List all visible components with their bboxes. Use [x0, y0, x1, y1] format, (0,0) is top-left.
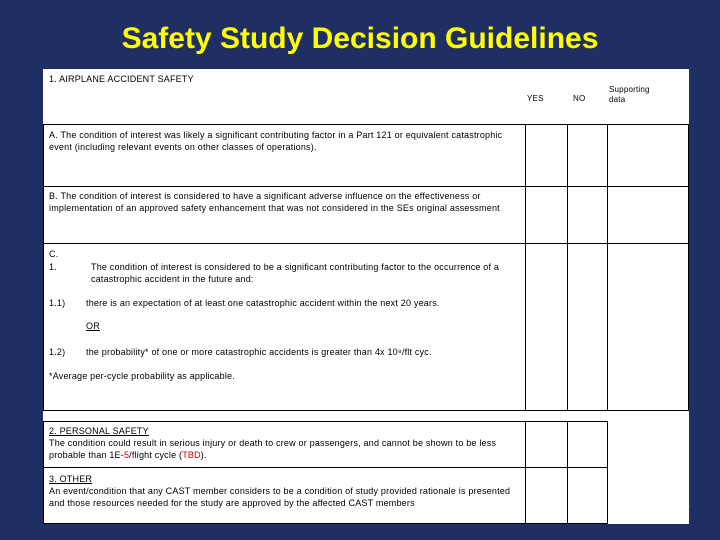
criterion-c-no-cell[interactable] [567, 243, 608, 411]
section3-yes-cell[interactable] [525, 467, 568, 524]
criterion-c-yes-cell[interactable] [525, 243, 568, 411]
other-cell [43, 467, 526, 524]
decision-table [43, 69, 689, 524]
criterion-b-supporting-cell[interactable] [607, 186, 689, 244]
slide-title: Safety Study Decision Guidelines [121, 22, 599, 55]
criterion-c1-label: 1. [49, 262, 57, 272]
edge-fragment: 0 [682, 498, 690, 514]
supporting-data-column-header: Supporting data [609, 85, 650, 104]
criterion-c12-text: the probability* of one or more catastrophic accidents is greater than 4x 10⁸/flt cyc. [86, 347, 432, 357]
criterion-c11-label: 1.1) [49, 298, 66, 308]
section3-no-cell[interactable] [567, 467, 608, 524]
section2-no-cell[interactable] [567, 421, 608, 468]
criterion-a-yes-cell[interactable] [525, 124, 568, 187]
section3-heading: 3. OTHER [49, 474, 93, 484]
yes-column-header: YES [527, 94, 544, 103]
criterion-c12-label: 1.2) [49, 347, 66, 357]
criterion-a-no-cell[interactable] [567, 124, 608, 187]
criterion-a-cell [43, 124, 526, 187]
criterion-b-yes-cell[interactable] [525, 186, 568, 244]
section2-text: The condition could result in serious injury or death to crew or passengers, and cannot be shown to be less probable than 1E-5/flight cycle (TBD). [49, 438, 497, 460]
criterion-b-text: B. The condition of interest is considered to have a significant adverse influence on the effectiveness or implementation of an approved safety enhancement that was not considered in the SEs original assessment [49, 191, 500, 213]
criterion-a-supporting-cell[interactable] [607, 124, 689, 187]
criterion-c-label: C. [49, 249, 59, 259]
section3-text: An event/condition that any CAST member considers to be a condition of study provided rationale is presented and those resources needed for the study are approved by the affected CAST members [49, 486, 511, 508]
criterion-b-no-cell[interactable] [567, 186, 608, 244]
criterion-b-cell [43, 186, 526, 244]
criterion-a-text: A. The condition of interest was likely a significant contributing factor in a Part 121 or equivalent catastrophic event (including relevant events on other classes of operations). [49, 130, 503, 152]
criterion-c-footnote: *Average per-cycle probability as applicable. [49, 371, 235, 381]
criterion-c-supporting-cell[interactable] [607, 243, 689, 411]
section2-heading: 2. PERSONAL SAFETY [49, 426, 149, 436]
or-connector: OR [86, 321, 100, 331]
section2-yes-cell[interactable] [525, 421, 568, 468]
criterion-c11-text: there is an expectation of at least one catastrophic accident within the next 20 years. [86, 298, 440, 308]
personal-safety-cell [43, 421, 526, 468]
section1-heading: 1. AIRPLANE ACCIDENT SAFETY [49, 74, 194, 84]
criterion-c1-text: The condition of interest is considered to be a significant contributing factor to the occurrence of a catastrophic accident in the future and: [91, 262, 500, 284]
criterion-c-cell [43, 243, 526, 411]
no-column-header: NO [573, 94, 586, 103]
